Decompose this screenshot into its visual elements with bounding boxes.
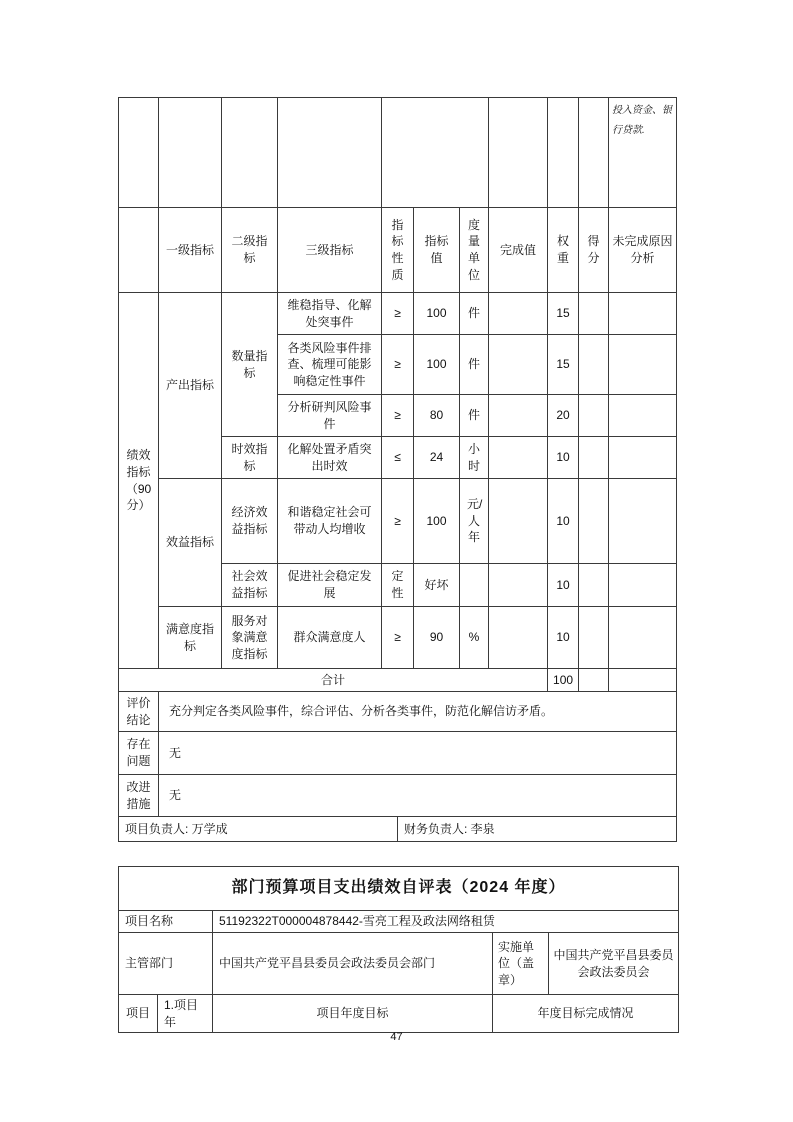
group-label-cell bbox=[119, 293, 159, 669]
level2-value: 服务对象满意度指标 bbox=[231, 613, 268, 661]
level1-value: 效益指标 bbox=[165, 535, 214, 550]
cell-weight: 20 bbox=[548, 395, 579, 437]
cell-target: 好坏 bbox=[414, 564, 460, 607]
cell-target: 100 bbox=[414, 335, 460, 395]
cell-target: 100 bbox=[414, 293, 460, 335]
total-label: 合计 bbox=[119, 669, 548, 692]
cell-level3 bbox=[278, 335, 382, 395]
cell-reason bbox=[609, 437, 677, 479]
department-row bbox=[119, 933, 679, 995]
cell-reason bbox=[609, 607, 677, 669]
cell-empty bbox=[579, 98, 609, 208]
cell-unit: 件 bbox=[460, 395, 489, 437]
cell-target: 100 bbox=[414, 479, 460, 564]
level2-value: 时效指标 bbox=[231, 441, 268, 473]
cell-weight: 15 bbox=[548, 293, 579, 335]
cell-target: 80 bbox=[414, 395, 460, 437]
cell-level2 bbox=[222, 564, 278, 607]
impl-unit-label: 实施单位（盖章） bbox=[493, 933, 549, 995]
finance-lead: 财务负责人: 李泉 bbox=[398, 817, 677, 842]
cell-score bbox=[579, 335, 609, 395]
indicator-header-row bbox=[119, 208, 677, 293]
cell-empty bbox=[548, 98, 579, 208]
cell-score bbox=[579, 479, 609, 564]
cell-target: 90 bbox=[414, 607, 460, 669]
level2-value: 数量指标 bbox=[231, 348, 268, 380]
cell-unit: 件 bbox=[460, 335, 489, 395]
cell-unit: % bbox=[460, 607, 489, 669]
cell-level3 bbox=[278, 479, 382, 564]
dept-value: 中国共产党平昌县委员会政法委员会部门 bbox=[213, 933, 493, 995]
cell-empty bbox=[489, 98, 548, 208]
cell-level2 bbox=[222, 479, 278, 564]
performance-indicator-table bbox=[118, 97, 677, 842]
project-name-row bbox=[119, 911, 679, 933]
cell-empty bbox=[159, 98, 222, 208]
header-level2-label: 二级指标 bbox=[231, 234, 268, 265]
level3-value: 分析研判风险事件 bbox=[287, 399, 372, 431]
header-nature-label: 指标性质 bbox=[391, 217, 404, 282]
cell-nature: ≥ bbox=[382, 479, 414, 564]
cell-unit: 件 bbox=[460, 293, 489, 335]
cell-done bbox=[489, 437, 548, 479]
carryover-row bbox=[119, 98, 677, 208]
problems-label-cell bbox=[119, 732, 159, 775]
cell-score bbox=[579, 564, 609, 607]
cell-level1 bbox=[159, 607, 222, 669]
project-lead: 项目负责人: 万学成 bbox=[119, 817, 398, 842]
annual-goal-header: 项目年度目标 bbox=[213, 995, 493, 1033]
cell-level1 bbox=[159, 479, 222, 607]
header-score-label: 得分 bbox=[587, 234, 600, 265]
impl-unit-value: 中国共产党平昌县委员会政法委员会 bbox=[549, 933, 679, 995]
total-row bbox=[119, 669, 677, 692]
cell-done bbox=[489, 335, 548, 395]
header-score bbox=[579, 208, 609, 293]
improvements-row bbox=[119, 775, 677, 817]
level1-value: 满意度指标 bbox=[165, 621, 214, 653]
improvements-label-cell bbox=[119, 775, 159, 817]
header-weight-label: 权重 bbox=[557, 234, 570, 265]
level3-value: 和谐稳定社会可带动人均增收 bbox=[287, 505, 372, 536]
dept-label: 主管部门 bbox=[119, 933, 213, 995]
cell-score bbox=[579, 607, 609, 669]
cell-reason bbox=[609, 293, 677, 335]
cell-level3 bbox=[278, 395, 382, 437]
table-row bbox=[119, 479, 677, 564]
cell-nature: ≤ bbox=[382, 437, 414, 479]
level3-value: 群众满意度人 bbox=[293, 630, 366, 645]
unit-value: 元/人年 bbox=[467, 497, 483, 545]
cell-nature: ≥ bbox=[382, 395, 414, 437]
cell-level2 bbox=[222, 293, 278, 437]
title-row bbox=[119, 867, 679, 911]
responsible-persons-row bbox=[118, 816, 677, 842]
header-done bbox=[489, 208, 548, 293]
header-weight bbox=[548, 208, 579, 293]
cell-score bbox=[579, 293, 609, 335]
cell-level1 bbox=[159, 293, 222, 479]
cell-weight: 10 bbox=[548, 564, 579, 607]
carryover-note: 投入资金、银行贷款. bbox=[609, 98, 677, 208]
header-reason-label: 未完成原因分析 bbox=[612, 234, 673, 265]
cell-done bbox=[489, 564, 548, 607]
cell-level3 bbox=[278, 293, 382, 335]
level3-value: 维稳指导、化解处突事件 bbox=[287, 297, 372, 329]
self-evaluation-table bbox=[118, 866, 679, 1033]
conclusion-label-cell bbox=[119, 692, 159, 732]
page-title: 部门预算项目支出绩效自评表（2024 年度） bbox=[119, 867, 679, 911]
header-unit bbox=[460, 208, 489, 293]
cell-weight: 15 bbox=[548, 335, 579, 395]
cell-target: 24 bbox=[414, 437, 460, 479]
problems-row bbox=[119, 732, 677, 775]
table-row bbox=[119, 293, 677, 335]
header-nature bbox=[382, 208, 414, 293]
nature-value: 定性 bbox=[391, 569, 404, 600]
cell-done bbox=[489, 395, 548, 437]
header-level3-label: 三级指标 bbox=[305, 242, 354, 257]
cell-level3 bbox=[278, 437, 382, 479]
indicator-table bbox=[118, 97, 677, 817]
cell-reason bbox=[609, 564, 677, 607]
cell-empty bbox=[382, 98, 489, 208]
cell-level2 bbox=[222, 437, 278, 479]
goal-header-row bbox=[119, 995, 679, 1033]
header-target-label: 指标值 bbox=[424, 234, 449, 265]
header-level1-label: 一级指标 bbox=[165, 242, 214, 257]
cell-done bbox=[489, 607, 548, 669]
cell-weight: 10 bbox=[548, 607, 579, 669]
cell-weight: 10 bbox=[548, 479, 579, 564]
header-level3 bbox=[278, 208, 382, 293]
cell-reason bbox=[609, 395, 677, 437]
header-done-label: 完成值 bbox=[500, 242, 537, 257]
cell-nature bbox=[382, 564, 414, 607]
cell-score bbox=[579, 669, 609, 692]
level2-value: 社会效益指标 bbox=[231, 569, 268, 600]
header-level1 bbox=[159, 208, 222, 293]
cell-nature: ≥ bbox=[382, 607, 414, 669]
conclusion-label: 评价结论 bbox=[126, 695, 151, 727]
cell-reason bbox=[609, 479, 677, 564]
cell-empty bbox=[119, 208, 159, 293]
goal-completion-header: 年度目标完成情况 bbox=[493, 995, 679, 1033]
cell-nature: ≥ bbox=[382, 293, 414, 335]
header-target bbox=[414, 208, 460, 293]
cell-done bbox=[489, 293, 548, 335]
cell-level3 bbox=[278, 607, 382, 669]
unit-value: 小时 bbox=[468, 441, 481, 473]
conclusion-row bbox=[119, 692, 677, 732]
cell-empty bbox=[119, 98, 159, 208]
cell-level3 bbox=[278, 564, 382, 607]
item-cell: 1.项目年 bbox=[158, 995, 213, 1033]
group-label: 绩效指标（90分） bbox=[125, 448, 152, 513]
header-level2 bbox=[222, 208, 278, 293]
cell-weight: 10 bbox=[548, 437, 579, 479]
header-unit-label: 度量单位 bbox=[468, 217, 481, 282]
level3-value: 各类风险事件排查、梳理可能影响稳定性事件 bbox=[287, 340, 372, 388]
cell-reason bbox=[609, 669, 677, 692]
level1-value: 产出指标 bbox=[165, 378, 214, 393]
problems-text: 无 bbox=[159, 732, 677, 775]
cell-reason bbox=[609, 335, 677, 395]
project-cell: 项目 bbox=[119, 995, 158, 1033]
cell-score bbox=[579, 395, 609, 437]
table-row bbox=[119, 607, 677, 669]
problems-label: 存在问题 bbox=[126, 737, 151, 768]
cell-score bbox=[579, 437, 609, 479]
project-name-value: 51192322T000004878442-雪亮工程及政法网络租赁 bbox=[213, 911, 679, 933]
improvements-text: 无 bbox=[159, 775, 677, 817]
cell-unit bbox=[460, 437, 489, 479]
cell-unit bbox=[460, 479, 489, 564]
cell-level2 bbox=[222, 607, 278, 669]
cell-empty bbox=[222, 98, 278, 208]
conclusion-text: 充分判定各类风险事件，综合评估、分析各类事件，防范化解信访矛盾。 bbox=[159, 692, 677, 732]
self-evaluation-table-grid bbox=[118, 866, 679, 1033]
level2-value: 经济效益指标 bbox=[231, 505, 268, 536]
improvements-label: 改进措施 bbox=[126, 779, 151, 811]
project-name-label: 项目名称 bbox=[119, 911, 213, 933]
cell-nature: ≥ bbox=[382, 335, 414, 395]
page-number: 47 bbox=[390, 1031, 403, 1043]
level3-value: 化解处置矛盾突出时效 bbox=[287, 441, 372, 473]
cell-done bbox=[489, 479, 548, 564]
cell-unit bbox=[460, 564, 489, 607]
level3-value: 促进社会稳定发展 bbox=[287, 569, 372, 600]
cell-empty bbox=[278, 98, 382, 208]
total-weight: 100 bbox=[548, 669, 579, 692]
header-reason bbox=[609, 208, 677, 293]
